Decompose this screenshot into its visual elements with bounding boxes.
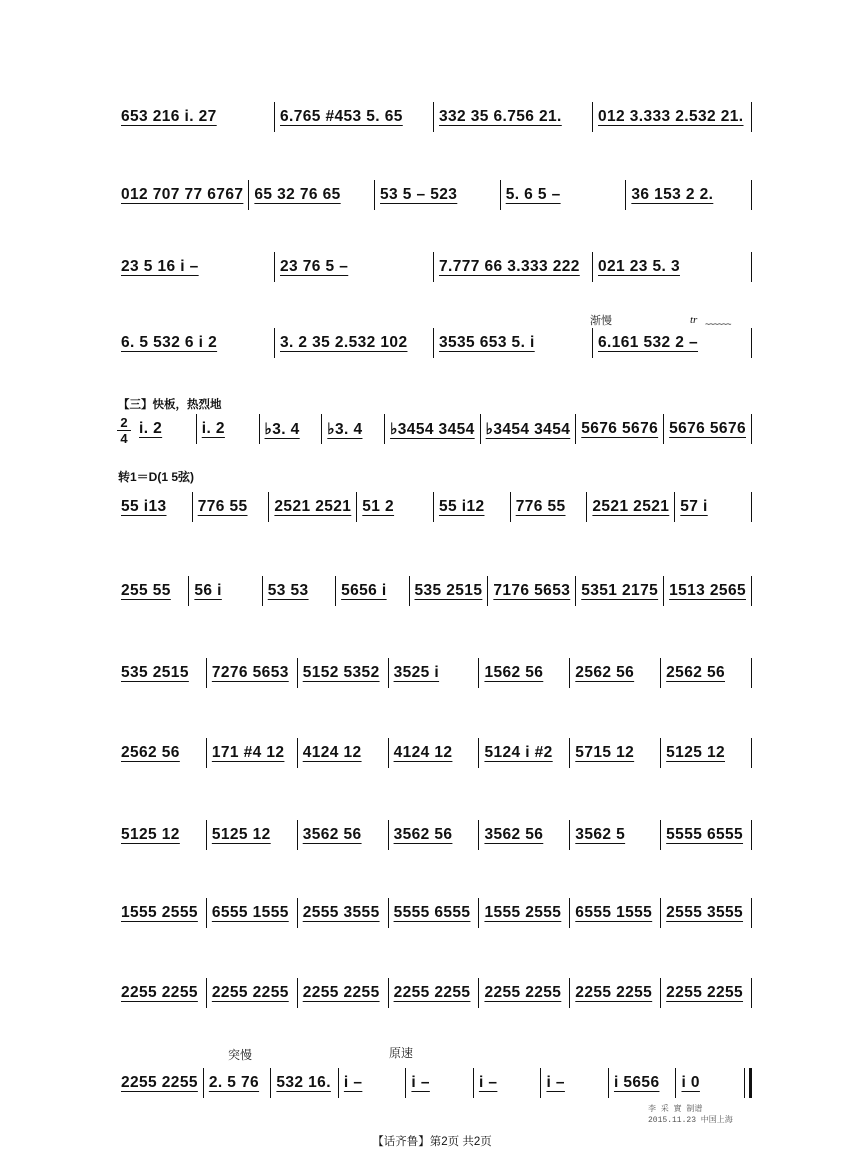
notation-system [118, 736, 754, 770]
barline [248, 180, 249, 210]
measure: 3562 56 [302, 826, 362, 843]
measure: ♭3454 3454 [390, 420, 475, 438]
barline [388, 978, 389, 1008]
measure: 535 2515 [121, 664, 189, 681]
barline [297, 898, 298, 928]
measure: ♭3. 4 [264, 420, 300, 438]
barline [675, 1068, 676, 1098]
barline [478, 738, 479, 768]
measure: 6.765 #453 5. 65 [280, 108, 403, 125]
tempo-marking-sudden-slow: 突慢 [228, 1048, 253, 1062]
measure: 012 3.333 2.532 21. [598, 108, 744, 125]
measure: 5676 5676 [581, 420, 659, 437]
measure: i 5656 [613, 1074, 660, 1091]
notation-system [118, 100, 754, 134]
barline [206, 898, 207, 928]
measure: 57 i [680, 498, 708, 515]
key-change-marking: 转1＝D(1 5弦) [118, 470, 195, 484]
barline [297, 658, 298, 688]
barline [433, 492, 434, 522]
measure: i – [343, 1074, 363, 1091]
measure: 2255 2255 [666, 984, 744, 1001]
measure: 7.777 66 3.333 222 [439, 258, 580, 275]
measure: 5656 i [341, 582, 387, 599]
barline [196, 414, 197, 444]
measure: 5. 6 5 – [505, 186, 561, 203]
measure: 6555 1555 [575, 904, 653, 921]
measure: 6. 5 532 6 i 2 [121, 334, 218, 351]
barline [575, 576, 576, 606]
credit-name: 李 采 實 制谱 [648, 1105, 703, 1114]
barline [473, 1068, 474, 1098]
measure: 021 23 5. 3 [598, 258, 680, 275]
barline [192, 492, 193, 522]
barline [478, 898, 479, 928]
measure: 2555 3555 [666, 904, 744, 921]
measure: 6.161 532 2 – [598, 334, 699, 351]
notation-system [118, 574, 754, 608]
measure: 5715 12 [575, 744, 635, 761]
barline [674, 492, 675, 522]
measure: 2255 2255 [121, 1074, 198, 1091]
barline [388, 820, 389, 850]
measure: ♭3454 3454 [485, 420, 571, 438]
barline [751, 102, 752, 132]
barline [751, 978, 752, 1008]
barline [586, 492, 587, 522]
barline [297, 978, 298, 1008]
notation-system [136, 412, 754, 446]
measure: 4124 12 [393, 744, 453, 761]
barline [660, 978, 661, 1008]
measure: ♭3. 4 [327, 420, 363, 438]
measure: 2555 3555 [302, 904, 380, 921]
notation-system [118, 490, 754, 524]
measure: 2521 2521 [592, 498, 670, 515]
measure: i – [478, 1074, 498, 1091]
measure: 012 707 77 6767 [121, 186, 244, 203]
barline [478, 820, 479, 850]
measure: 5152 5352 [302, 664, 380, 681]
measure: 23 76 5 – [280, 258, 349, 275]
barline [274, 102, 275, 132]
measure: 2255 2255 [393, 984, 471, 1001]
barline [540, 1068, 541, 1098]
barline [510, 492, 511, 522]
notation-system [118, 818, 754, 852]
barline [625, 180, 626, 210]
barline [660, 738, 661, 768]
measure: 255 55 [121, 582, 171, 599]
measure: 56 i [194, 582, 222, 599]
measure: 3562 5 [575, 826, 626, 843]
measure: 23 5 16 i – [121, 258, 199, 275]
barline [405, 1068, 406, 1098]
measure: 2255 2255 [211, 984, 289, 1001]
barline [663, 576, 664, 606]
barline [478, 978, 479, 1008]
measure: 1562 56 [484, 664, 544, 681]
measure: 171 #4 12 [211, 744, 285, 761]
measure: 53 53 [267, 582, 309, 599]
barline [321, 414, 322, 444]
measure: i. 2 [201, 420, 225, 437]
barline [338, 1068, 339, 1098]
barline [663, 414, 664, 444]
measure: i 0 [681, 1074, 700, 1091]
notation-system [118, 1066, 754, 1100]
measure: 776 55 [515, 498, 566, 515]
barline [569, 898, 570, 928]
barline [751, 492, 752, 522]
barline [751, 576, 752, 606]
trill-mark: tr [690, 314, 698, 326]
measure: 7276 5653 [211, 664, 289, 681]
barline [374, 180, 375, 210]
barline [569, 738, 570, 768]
section-title: 【三】快板，热烈地 [118, 399, 222, 411]
barline [751, 658, 752, 688]
measure: 3. 2 35 2.532 102 [280, 334, 408, 351]
tempo-marking-gradually-slow: 渐慢 [590, 315, 612, 327]
measure: 5125 12 [121, 826, 180, 843]
measure: 2562 56 [121, 744, 180, 761]
measure: 5555 6555 [393, 904, 471, 921]
notation-system [118, 976, 754, 1010]
barline [592, 102, 593, 132]
measure: 4124 12 [302, 744, 362, 761]
notation-system [118, 178, 754, 212]
barline [751, 898, 752, 928]
barline [751, 328, 752, 358]
barline [206, 820, 207, 850]
measure: i. 2 [139, 420, 163, 437]
barline [569, 978, 570, 1008]
barline [433, 252, 434, 282]
barline [751, 252, 752, 282]
time-signature: 2 4 [117, 416, 131, 445]
barline [751, 738, 752, 768]
measure: 535 2515 [414, 582, 483, 599]
barline [660, 820, 661, 850]
barline [270, 1068, 271, 1098]
measure: 6555 1555 [211, 904, 289, 921]
measure: i – [411, 1074, 430, 1091]
measure: 2562 56 [666, 664, 725, 681]
notation-system [118, 896, 754, 930]
measure: 2255 2255 [302, 984, 380, 1001]
barline [274, 328, 275, 358]
measure: i – [546, 1074, 565, 1091]
barline [384, 414, 385, 444]
barline [751, 820, 752, 850]
barline [188, 576, 189, 606]
measure: 1513 2565 [669, 582, 746, 599]
measure: 1555 2555 [121, 904, 198, 921]
barline [297, 820, 298, 850]
measure: 2255 2255 [575, 984, 653, 1001]
measure: 55 i13 [121, 498, 167, 515]
measure: 65 32 76 65 [254, 186, 341, 203]
barline [388, 738, 389, 768]
measure: 36 153 2 2. [631, 186, 714, 203]
measure: 532 16. [276, 1074, 331, 1091]
measure: 3562 56 [484, 826, 544, 843]
barline [592, 252, 593, 282]
page-footer: 【话齐鲁】第2页 共2页 [372, 1136, 492, 1148]
barline [592, 328, 593, 358]
notation-system [118, 656, 754, 690]
measure: 3525 i [393, 664, 440, 681]
barline [480, 414, 481, 444]
measure: 2. 5 76 [208, 1074, 260, 1091]
final-barline [744, 1068, 752, 1098]
barline [356, 492, 357, 522]
measure: 5351 2175 [581, 582, 659, 599]
measure: 1555 2555 [484, 904, 562, 921]
barline [259, 414, 260, 444]
barline [660, 658, 661, 688]
measure: 5125 12 [666, 744, 725, 761]
measure: 2562 56 [575, 664, 635, 681]
barline [478, 658, 479, 688]
measure: 5125 12 [211, 826, 271, 843]
barline [388, 658, 389, 688]
notation-system [118, 250, 754, 284]
measure: 51 2 [362, 498, 395, 515]
barline [388, 898, 389, 928]
measure: 2521 2521 [274, 498, 352, 515]
barline [206, 738, 207, 768]
barline [297, 738, 298, 768]
measure: 7176 5653 [493, 582, 571, 599]
barline [569, 658, 570, 688]
trill-wave-icon: ~~~~~~ [705, 319, 731, 329]
measure: 2255 2255 [484, 984, 562, 1001]
measure: 5676 5676 [669, 420, 746, 437]
notation-system [118, 326, 754, 360]
barline [751, 414, 752, 444]
measure: 5124 i #2 [484, 744, 553, 761]
measure: 3562 56 [393, 826, 453, 843]
barline [268, 492, 269, 522]
measure: 776 55 [197, 498, 248, 515]
barline [751, 180, 752, 210]
barline [274, 252, 275, 282]
barline [433, 102, 434, 132]
barline [608, 1068, 609, 1098]
barline [206, 658, 207, 688]
barline [206, 978, 207, 1008]
measure: 5555 6555 [666, 826, 744, 843]
measure: 55 i12 [438, 498, 485, 515]
barline [262, 576, 263, 606]
measure: 53 5 – 523 [380, 186, 458, 203]
credit-date: 2015.11.23 中国上海 [648, 1116, 733, 1125]
barline [487, 576, 488, 606]
barline [575, 414, 576, 444]
measure: 3535 653 5. i [439, 334, 535, 351]
tempo-marking-original-tempo: 原速 [389, 1046, 414, 1060]
barline [335, 576, 336, 606]
measure: 332 35 6.756 21. [439, 108, 562, 125]
barline [203, 1068, 204, 1098]
barline [569, 820, 570, 850]
measure: 653 216 i. 27 [121, 108, 217, 125]
barline [500, 180, 501, 210]
barline [409, 576, 410, 606]
arranger-credit [648, 1104, 733, 1126]
measure: 2255 2255 [121, 984, 198, 1001]
barline [433, 328, 434, 358]
barline [660, 898, 661, 928]
